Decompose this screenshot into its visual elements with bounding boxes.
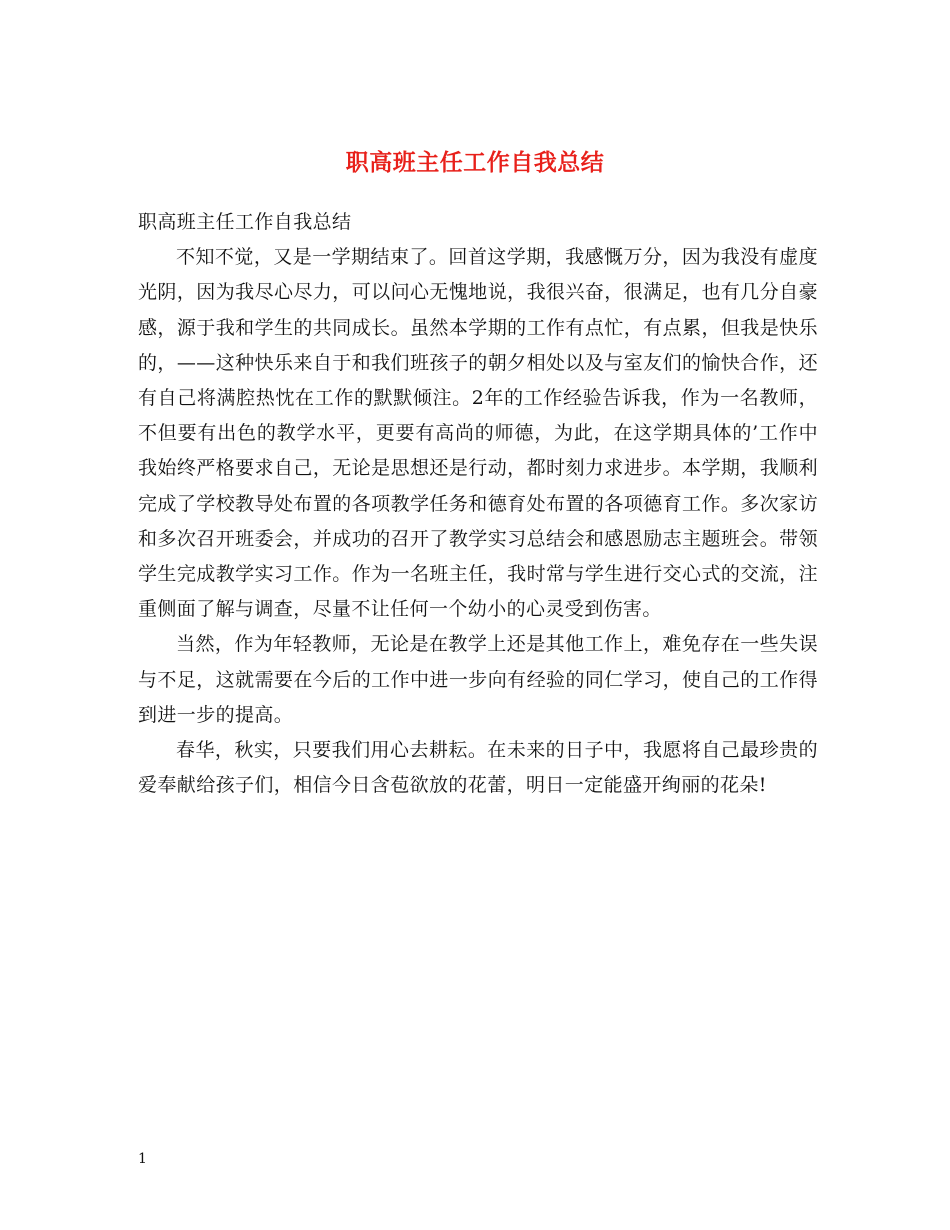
page-number: 1 bbox=[138, 1151, 147, 1167]
paragraph-3: 春华，秋实，只要我们用心去耕耘。在未来的日子中，我愿将自己最珍贵的爱奉献给孩子们，相信今日含苞欲放的花蕾，明日一定能盛开绚丽的花朵! bbox=[138, 739, 818, 797]
document-body bbox=[138, 205, 818, 803]
document-title: 职高班主任工作自我总结 bbox=[345, 149, 605, 177]
document-subtitle: 职高班主任工作自我总结 bbox=[138, 211, 352, 233]
paragraph-2: 当然，作为年轻教师，无论是在教学上还是其他工作上，难免存在一些失误与不足，这就需要在今后的工作中进一步向有经验的同仁学习，使自己的工作得到进一步的提高。 bbox=[138, 633, 818, 726]
paragraph-1: 不知不觉，又是一学期结束了。回首这学期，我感慨万分，因为我没有虚度光阴，因为我尽心尽力，可以问心无愧地说，我很兴奋，很满足，也有几分自豪感，源于我和学生的共同成长。虽然本学期的工作有点忙，有点累，但我是快乐的，——这种快乐来自于和我们班孩子的朝夕相处以及与室友们的愉快合作，还有自己将满腔热忱在工作的默默倾注。2年的工作经验告诉我，作为一名教师，不但要有出色的教学水平，更要有高尚的师德，为此，在这学期具体的’工作中我始终严格要求自己，无论是思想还是行动，都时刻力求进步。本学期，我顺利完成了学校教导处布置的各项教学任务和德育处布置的各项德育工作。多次家访和多次召开班委会，并成功的召开了教学实习总结会和感恩励志主题班会。带领学生完成教学实习工作。作为一名班主任，我时常与学生进行交心式的交流，注重侧面了解与调查，尽量不让任何一个幼小的心灵受到伤害。 bbox=[138, 246, 818, 621]
